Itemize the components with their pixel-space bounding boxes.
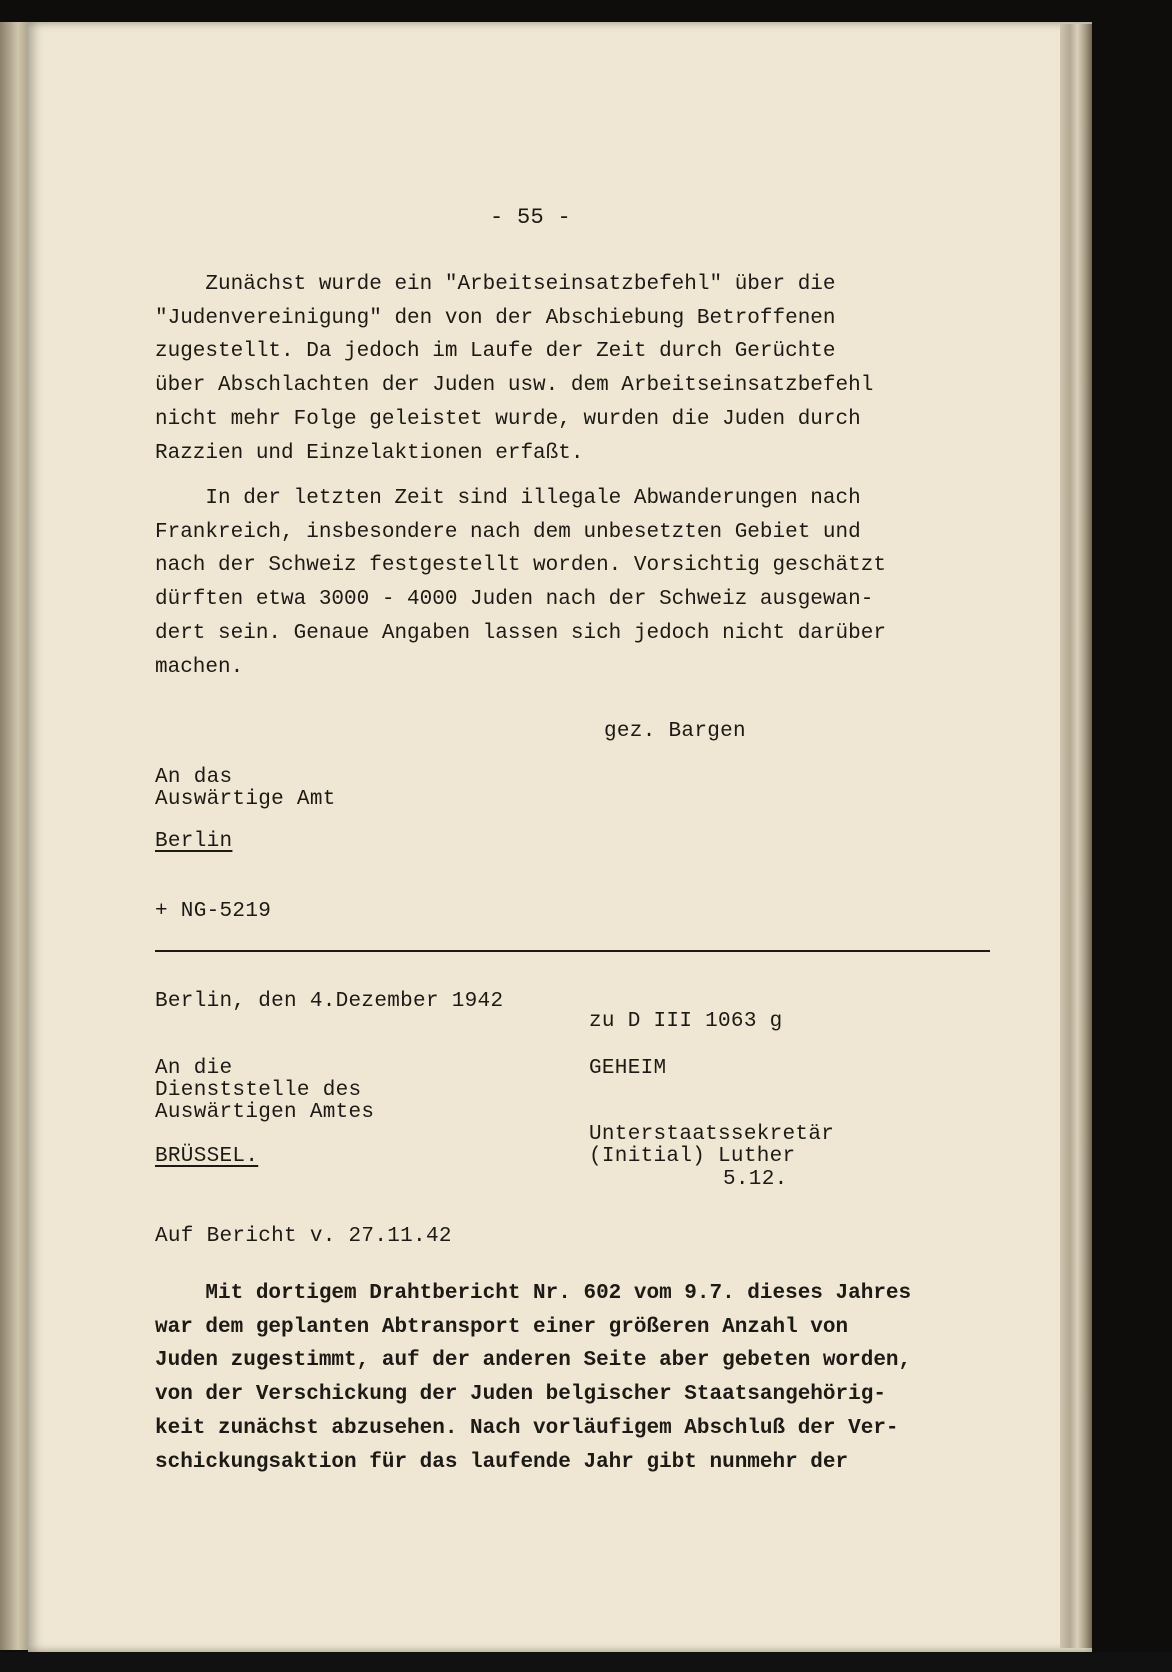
paragraph-line: dürften etwa 3000 - 4000 Juden nach der Schweiz ausgewan- [155, 588, 874, 612]
file-reference: zu D III 1063 g [589, 1010, 783, 1033]
bottom-border [0, 1652, 1172, 1672]
paragraph-line: Frankreich, insbesondere nach dem unbesetzten Gebiet und [155, 520, 861, 544]
body-line: Juden zugestimmt, auf der anderen Seite aber gebeten worden, [155, 1349, 912, 1373]
addressee2-line-2: Dienststelle des [155, 1079, 362, 1102]
body-line: keit zunächst abzusehen. Nach vorläufigem Abschluß der Ver- [155, 1416, 899, 1440]
subject-line: Auf Bericht v. 27.11.42 [155, 1225, 452, 1248]
paragraph-2 [155, 482, 886, 684]
paragraph-1 [155, 268, 873, 470]
body-line: von der Verschickung der Juden belgischer Staatsangehörig- [155, 1383, 886, 1407]
paragraph-line: nicht mehr Folge geleistet wurde, wurden die Juden durch [155, 407, 861, 431]
document-reference: + NG-5219 [155, 900, 272, 923]
paragraph-line: nach der Schweiz festgestellt worden. Vorsichtig geschätzt [155, 554, 886, 578]
addressee-line-2: Auswärtige Amt [155, 788, 336, 811]
addressee-line-1: An das [155, 766, 233, 789]
signature: gez. Bargen [604, 720, 746, 743]
page-stack-edge [1060, 24, 1092, 1648]
separator-rule [155, 950, 990, 952]
place-date: Berlin, den 4.Dezember 1942 [155, 990, 504, 1013]
addressee2-line-3: Auswärtigen Amtes [155, 1101, 375, 1124]
body-line: schickungsaktion für das laufende Jahr gibt nunmehr der [155, 1450, 849, 1474]
paragraph-line: "Judenvereinigung" den von der Abschiebung Betroffenen [155, 306, 836, 330]
page-number: - 55 - [490, 205, 572, 230]
left-page-edge [0, 22, 30, 1650]
paragraph-line: Zunächst wurde ein "Arbeitseinsatzbefehl" über die [155, 273, 836, 296]
body-line: Mit dortigem Drahtbericht Nr. 602 vom 9.7. dieses Jahres [155, 1282, 912, 1305]
initial-block-line-1: Unterstaatssekretär [589, 1123, 835, 1146]
addressee-city: Berlin [155, 830, 233, 853]
paragraph-line: machen. [155, 655, 244, 679]
paragraph-line: Razzien und Einzelaktionen erfaßt. [155, 441, 584, 465]
initial-block-date: 5.12. [723, 1168, 788, 1191]
addressee2-city: BRÜSSEL. [155, 1145, 259, 1168]
paragraph-line: In der letzten Zeit sind illegale Abwanderungen nach [155, 487, 861, 510]
addressee2-line-1: An die [155, 1057, 233, 1080]
letter-body [155, 1277, 911, 1479]
initial-block-line-2: (Initial) Luther [589, 1145, 796, 1168]
paragraph-line: über Abschlachten der Juden usw. dem Arbeitseinsatzbefehl [155, 374, 874, 398]
paragraph-line: dert sein. Genaue Angaben lassen sich jedoch nicht darüber [155, 621, 886, 645]
body-line: war dem geplanten Abtransport einer größeren Anzahl von [155, 1315, 849, 1339]
classification-label: GEHEIM [589, 1057, 667, 1080]
paragraph-line: zugestellt. Da jedoch im Laufe der Zeit durch Gerüchte [155, 340, 836, 364]
